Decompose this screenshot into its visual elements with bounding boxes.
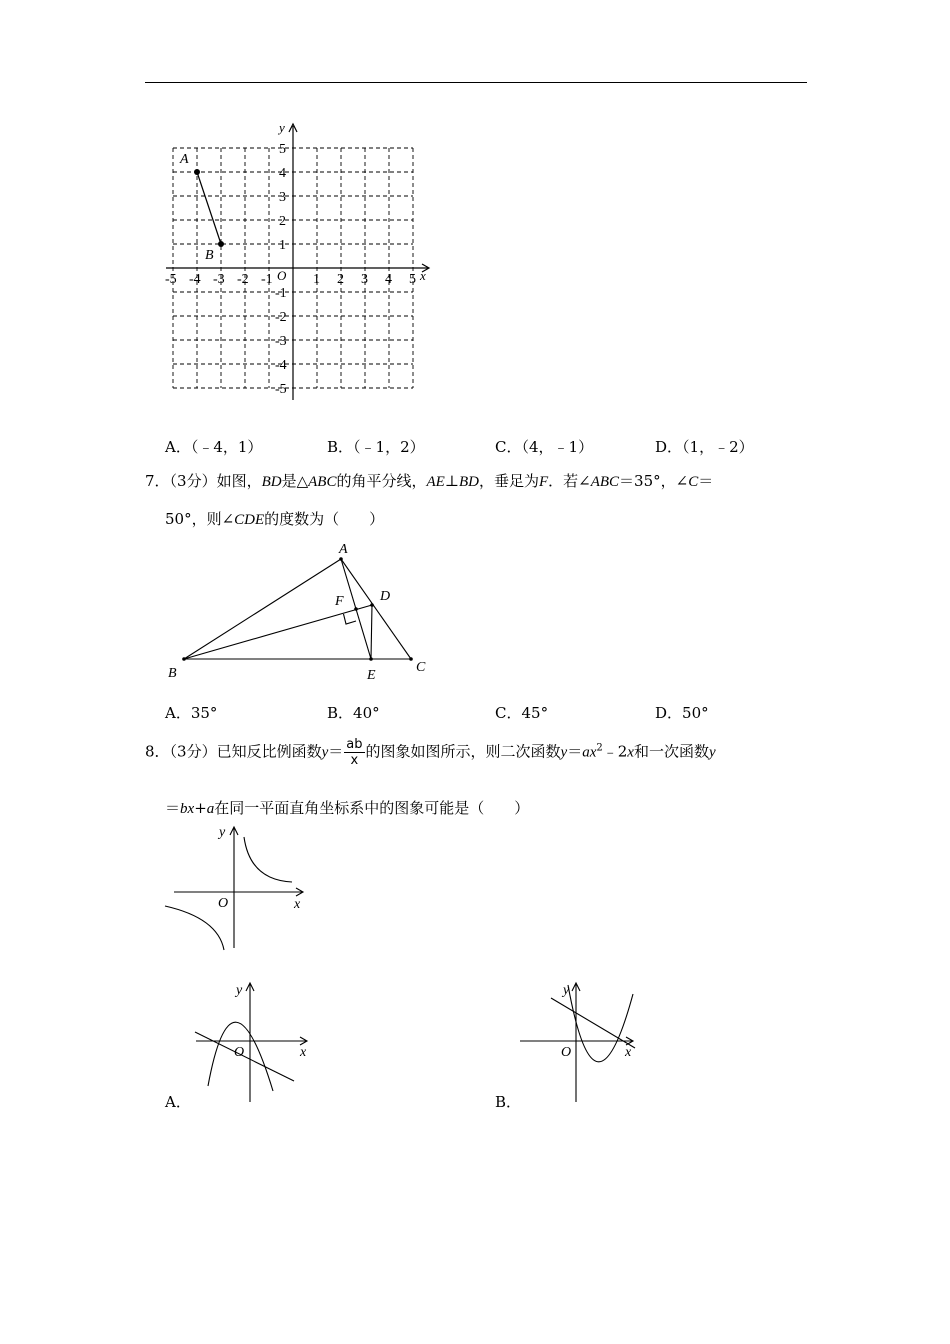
header-rule (145, 82, 807, 83)
q7-label-b: B (168, 666, 177, 681)
q7-right-angle-mark (344, 614, 357, 624)
q8-option-b-label[interactable]: B． (495, 1093, 522, 1111)
q7-point-c (409, 657, 413, 661)
q7-stem-line1: 7．（3分）如图，BD是△ABC的角平分线，AE⊥BD，垂足为F．若∠ABC＝35°，∠C＝ (145, 472, 714, 490)
q6-y-tick-label: 4 (279, 166, 286, 181)
q7-label-f: F (335, 594, 344, 609)
q8-b-origin-label: O (561, 1045, 572, 1060)
q6-x-tick-label: -2 (237, 272, 249, 287)
q7-option-b[interactable] (327, 702, 380, 723)
q8-a-y-label: y (236, 983, 243, 998)
q6-y-tick-label: -2 (275, 310, 287, 325)
q7-option-a[interactable] (165, 702, 217, 723)
q7-label-c: C (416, 660, 426, 675)
q6-point-b-label: B (205, 248, 214, 263)
q8-ref-origin-label: O (218, 896, 229, 911)
q7-option-d-text: 50° (682, 704, 709, 722)
q8-a-line (195, 1032, 294, 1081)
q7-side-ab (184, 559, 341, 659)
q6-x-tick-label: -3 (213, 272, 225, 287)
q6-y-tick-label: -4 (275, 358, 287, 373)
q8-fraction: $\frac{ab}{x}$ (346, 737, 363, 768)
q6-option-d-text: （1，﹣2） (682, 438, 754, 456)
q8-reference-graph (162, 822, 312, 952)
q7-label-d: D (380, 589, 391, 604)
q6-option-d[interactable] (655, 436, 754, 457)
q7-point-f (354, 607, 358, 611)
q7-label-e: E (367, 668, 376, 683)
q6-segment-ab (197, 172, 221, 244)
q6-option-c[interactable] (495, 436, 593, 457)
q6-option-d-letter: D． (655, 438, 683, 456)
q6-option-c-letter: C． (495, 438, 522, 456)
q6-x-label: x (420, 268, 426, 283)
q6-y-tick-label: 5 (279, 142, 286, 157)
q6-y-tick-label: 1 (279, 238, 286, 253)
q6-y-tick-label: 3 (279, 190, 286, 205)
q8-a-origin-label: O (234, 1045, 245, 1060)
q6-option-b-text: （﹣1，2） (353, 438, 425, 456)
q8-option-a-graph[interactable] (188, 980, 313, 1105)
q6-option-c-text: （4，﹣1） (521, 438, 594, 456)
q8-b-x-label: x (625, 1045, 632, 1060)
q6-point-b (218, 241, 224, 247)
q7-option-c-text: 45° (521, 704, 549, 722)
q6-option-a-letter: A． (165, 438, 191, 456)
q7-point-b (182, 657, 186, 661)
q6-y-tick-label: -1 (275, 286, 287, 301)
q7-side-ac (341, 559, 411, 659)
q8-ref-y-label: y (219, 825, 226, 840)
q7-option-d[interactable] (655, 702, 709, 723)
q7-option-d-letter: D． (655, 704, 683, 722)
q6-point-a-label: A (180, 152, 189, 167)
q8-b-parabola (568, 985, 633, 1062)
q6-y-tick-label: -3 (275, 334, 287, 349)
q8-a-x-label: x (300, 1045, 307, 1060)
q7-option-a-letter: A． (165, 704, 191, 722)
q6-y-tick-label: 2 (279, 214, 286, 229)
q7-option-c[interactable] (495, 702, 548, 723)
q6-y-label: y (279, 120, 285, 135)
q7-segment-de (371, 605, 372, 659)
q6-option-b-letter: B． (327, 438, 354, 456)
q8-stem-line1: 8．（3分）已知反比例函数y＝ $\frac{ab}{x}$ 的图象如图所示，则二次函数$y=ax^2﹣2x$和一次函数y (145, 737, 716, 768)
q6-x-tick-label: 4 (385, 272, 392, 287)
q6-x-tick-label: 5 (409, 272, 416, 287)
q7-option-c-letter: C． (495, 704, 522, 722)
q6-origin-label: O (277, 268, 287, 283)
q8-option-b-graph[interactable] (515, 980, 645, 1105)
q6-y-tick-label: -5 (275, 382, 287, 397)
q6-x-tick-label: 1 (313, 272, 320, 287)
q6-point-a (194, 169, 200, 175)
q7-label-a: A (339, 542, 348, 557)
q6-x-tick-label: -5 (165, 272, 177, 287)
q7-triangle-figure (160, 538, 440, 686)
q6-option-a-text: （﹣4，1） (190, 438, 263, 456)
q8-option-a-label[interactable]: A． (165, 1093, 191, 1111)
q7-stem-line2: 50°，则∠CDE的度数为（ ） (165, 510, 385, 528)
q8-stem-line2: ＝bx+a在同一平面直角坐标系中的图象可能是（ ） (165, 799, 530, 817)
q8-ref-hyperbola-branch-2 (165, 906, 224, 950)
q6-x-tick-label: 2 (337, 272, 344, 287)
q6-option-b[interactable] (327, 436, 425, 457)
q8-ref-x-label: x (294, 897, 301, 912)
q7-bisector-bd (184, 605, 372, 659)
q7-point-a (339, 557, 343, 561)
q6-x-tick-label: -1 (261, 272, 273, 287)
q8-ref-hyperbola-branch-1 (244, 837, 292, 882)
q6-coordinate-figure (160, 118, 440, 403)
q7-option-a-text: 35° (190, 704, 218, 722)
q7-option-b-letter: B． (327, 704, 354, 722)
q6-x-tick-label: 3 (361, 272, 368, 287)
q7-point-e (369, 657, 373, 661)
q7-point-d (370, 603, 374, 607)
q6-option-a[interactable] (165, 436, 262, 457)
q7-option-b-text: 40° (353, 704, 380, 722)
q8-b-y-label: y (563, 983, 570, 998)
q6-x-tick-label: -4 (189, 272, 201, 287)
